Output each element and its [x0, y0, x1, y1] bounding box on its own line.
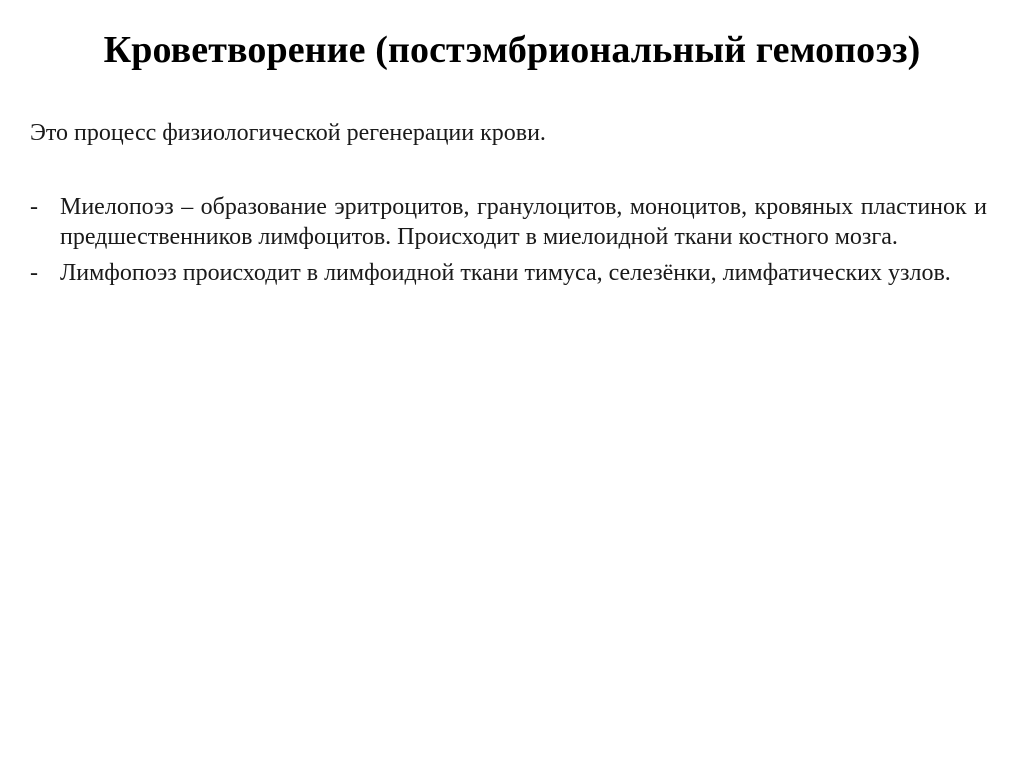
list-item-text: Миелопоэз – образование эритроцитов, гранулоцитов, моноцитов, кровяных пластинок и предшественников лимфоцитов. Происходит в миелоидной ткани костного мозга.: [60, 194, 987, 250]
list-item-marker: -: [30, 260, 38, 286]
list-item-lymphopoiesis: [30, 258, 987, 288]
list-item-myelopoiesis: [30, 192, 987, 252]
slide-title: Кроветворение (постэмбриональный гемопоэз): [103, 29, 921, 71]
list-item-text: Лимфопоэз происходит в лимфоидной ткани тимуса, селезёнки, лимфатических узлов.: [60, 260, 951, 286]
intro-paragraph: Это процесс физиологической регенерации крови.: [30, 120, 546, 146]
list-item-marker: -: [30, 194, 38, 220]
slide-content: [30, 118, 987, 294]
